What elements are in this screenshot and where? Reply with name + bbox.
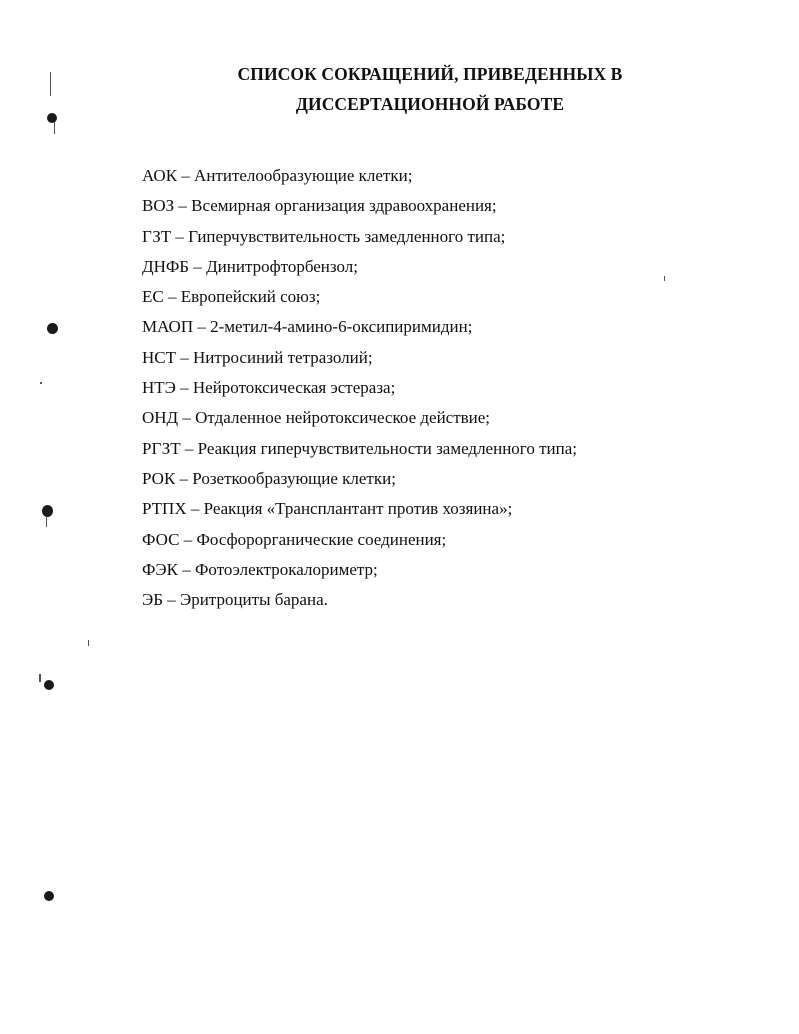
abbreviation-definition: 2-метил-4-амино-6-оксипиримидин; [210,317,473,337]
abbreviation-separator: – [175,378,193,398]
scan-speck [50,72,51,96]
abbreviation-separator: – [193,317,211,337]
abbreviation-item [142,464,742,494]
abbreviation-definition: Всемирная организация здравоохранения; [191,196,497,216]
abbreviation-item [142,555,742,585]
abbreviation-item [142,403,742,433]
abbreviation-separator: – [163,287,181,307]
binder-hole-mark [47,323,58,334]
abbreviation-code: ЕС [142,287,164,307]
abbreviation-code: РТПХ [142,499,187,519]
abbreviation-code: НСТ [142,347,176,367]
abbreviation-item [142,434,742,464]
abbreviation-definition: Нейротоксическая эстераза; [192,378,396,398]
binder-hole-mark [42,505,53,517]
abbreviation-item [142,343,742,373]
abbreviation-separator: – [178,408,196,428]
abbreviation-definition: Отдаленное нейротоксическое действие; [195,408,491,428]
scan-speck [88,640,89,646]
abbreviation-code: ВОЗ [142,196,175,216]
abbreviation-item [142,222,742,252]
binder-hole-mark [47,113,57,123]
abbreviation-item [142,525,742,555]
abbreviation-code: ФОС [142,529,180,549]
abbreviation-separator: – [171,226,189,246]
binder-hole-mark [44,891,54,901]
abbreviation-definition: Фосфорорганические соединения; [196,529,447,549]
scan-speck [40,382,42,384]
binder-hole-mark [44,680,54,690]
abbreviation-separator: – [178,559,195,579]
abbreviation-definition: Гиперчувствительность замедленного типа; [188,226,506,246]
abbreviation-separator: – [180,438,198,458]
abbreviation-definition: Европейский союз; [180,287,321,307]
abbreviation-separator: – [174,196,192,216]
abbreviation-definition: Динитрофторбензол; [206,256,358,276]
abbreviation-item [142,494,742,524]
scan-speck [54,122,55,134]
abbreviation-definition: Эритроциты барана. [179,590,328,610]
abbreviation-item [142,252,742,282]
abbreviation-code: ДНФБ [142,256,190,276]
scan-speck [664,276,665,281]
abbreviation-code: ГЗТ [142,226,172,246]
abbreviation-definition: Реакция гиперчувствительности замедленного типа; [197,438,577,458]
abbreviation-definition: Розеткообразующие клетки; [192,468,396,488]
abbreviation-code: АОК [142,166,178,185]
abbreviation-item [142,161,742,191]
scan-speck [39,674,41,682]
abbreviation-item [142,191,742,221]
abbreviation-definition: Фотоэлектрокалориметр; [195,559,378,579]
abbreviation-separator: – [189,256,207,276]
abbreviation-definition: Реакция «Трансплантант против хозяина»; [203,499,513,519]
abbreviation-code: РГЗТ [142,438,181,458]
abbreviation-item [142,585,742,615]
abbreviation-code: РОК [142,468,176,488]
abbreviation-code: МАОП [142,317,194,337]
document-title-line-1: СПИСОК СОКРАЩЕНИЙ, ПРИВЕДЕННЫХ В [237,64,623,84]
abbreviation-separator: – [179,529,197,549]
abbreviation-code: ОНД [142,408,179,428]
abbreviation-item [142,312,742,342]
abbreviation-code: ФЭК [142,559,178,579]
scan-speck [46,517,47,527]
abbreviation-item [142,373,742,403]
abbreviation-separator: – [162,590,180,610]
abbreviation-item [142,282,742,312]
abbreviation-definition: Антителообразующие клетки; [194,166,413,185]
abbreviation-code: ЭБ [142,590,163,610]
document-title-line-2: ДИССЕРТАЦИОННОЙ РАБОТЕ [295,94,565,114]
abbreviation-list [142,161,742,615]
abbreviation-separator: – [176,347,193,367]
abbreviation-code: НТЭ [142,378,176,398]
abbreviation-separator: – [177,166,195,185]
abbreviation-separator: – [175,468,193,488]
abbreviation-separator: – [186,499,204,519]
abbreviation-definition: Нитросиний тетразолий; [193,347,373,367]
